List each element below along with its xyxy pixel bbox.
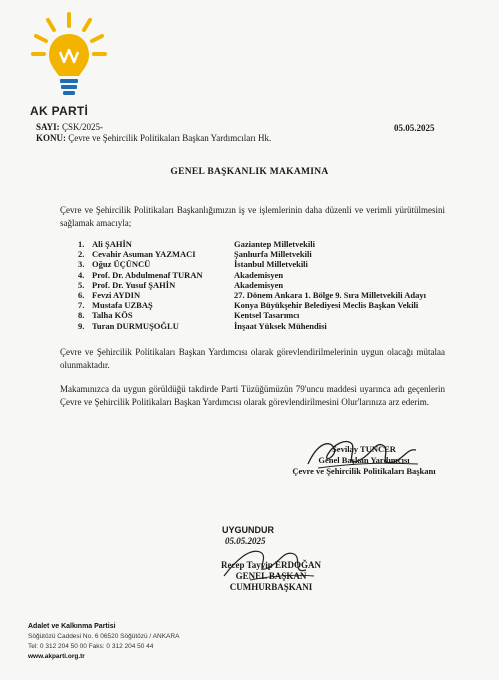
member-name: Talha KÖS — [92, 310, 133, 321]
subject-line — [36, 133, 271, 144]
member-title: Konya Büyükşehir Belediyesi Meclis Başkan Vekili — [234, 300, 419, 311]
footer-address: Söğütözü Caddesi No. 6 06520 Söğütözü / ANKARA — [28, 633, 180, 640]
logo-wordmark: AK PARTİ — [30, 104, 89, 118]
sayi-label: SAYI: — [36, 122, 60, 132]
member-name: Cevahir Asuman YAZMACI — [92, 249, 196, 260]
member-number: 2. — [78, 249, 85, 260]
member-title: Şanlıurfa Milletvekili — [234, 249, 312, 260]
member-title: Kentsel Tasarımcı — [234, 310, 300, 321]
member-title: Gaziantep Milletvekili — [234, 239, 315, 249]
member-row — [78, 239, 458, 249]
member-row — [78, 310, 458, 320]
signatory-name: Sevilay TUNCER — [332, 444, 396, 454]
konu-value: Çevre ve Şehircilik Politikaları Başkan Yardımcıları Hk. — [66, 133, 272, 143]
approver-block — [196, 560, 346, 593]
member-row — [78, 259, 458, 269]
member-name: Prof. Dr. Abdulmenaf TURAN — [92, 269, 203, 280]
footer-contact — [28, 622, 179, 662]
konu-label: KONU: — [36, 133, 66, 143]
member-list — [78, 239, 458, 331]
approver-title: GENEL BAŞKAN — [235, 571, 307, 581]
member-number: 6. — [78, 289, 85, 300]
member-number: 7. — [78, 300, 85, 311]
member-title: İnşaat Yüksek Mühendisi — [234, 320, 327, 331]
approver-office: CUMHURBAŞKANI — [229, 582, 313, 592]
member-number: 9. — [78, 320, 85, 331]
member-row — [78, 270, 458, 280]
sayi-value: ÇSK/2025- — [59, 122, 103, 132]
footer-org-name: Adalet ve Kalkınma Partisi — [28, 623, 116, 630]
reference-number — [36, 122, 103, 133]
ak-parti-lightbulb-logo — [30, 10, 108, 110]
request-paragraph: Makamınızca da uygun görüldüğü takdirde Parti Tüzüğümüzün 79'uncu maddesi uyarınca adı geçenlerin Çevre ve Şehircilik Politikaları Başkan Yardımcısı olarak görevlendirilmesini Olur'larınıza arz ederim. — [60, 384, 445, 407]
document-date: 05.05.2025 — [394, 123, 435, 133]
signatory-department: Çevre ve Şehircilik Politikaları Başkanı — [292, 466, 436, 476]
approval-word: UYGUNDUR — [222, 525, 275, 535]
member-row — [78, 280, 458, 290]
member-number: 5. — [78, 279, 85, 290]
recipient-heading: GENEL BAŞKANLIK MAKAMINA — [170, 167, 329, 177]
intro-paragraph: Çevre ve Şehircilik Politikaları Başkanlığımızın iş ve işlemlerinin daha düzenli ve verimli yürütülmesini sağlamak amacıyla; — [60, 205, 445, 228]
member-name: Fevzi AYDIN — [92, 289, 141, 300]
member-row — [78, 290, 458, 300]
signatory-block — [264, 444, 464, 477]
member-name: Mustafa UZBAŞ — [92, 300, 153, 311]
signatory-position: Genel Başkan Yardımcısı — [318, 455, 410, 465]
member-title: Akademisyen — [234, 269, 284, 280]
footer-website: www.akparti.org.tr — [28, 653, 85, 660]
member-row — [78, 249, 458, 259]
member-name: Prof. Dr. Yusuf ŞAHİN — [92, 279, 176, 290]
footer-phones: Tel: 0 312 204 50 00 Faks: 0 312 204 50 44 — [28, 643, 154, 650]
member-title: İstanbul Milletvekili — [234, 259, 308, 270]
opinion-paragraph: Çevre ve Şehircilik Politikaları Başkan Yardımcısı olarak görevlendirilmelerinin uygun olacağı mütalaa olunmaktadır. — [60, 347, 445, 370]
member-name: Ali ŞAHİN — [92, 239, 132, 249]
member-title: 27. Dönem Ankara 1. Bölge 9. Sıra Milletvekili Adayı — [234, 289, 426, 300]
member-row — [78, 321, 458, 331]
member-number: 8. — [78, 310, 85, 321]
member-title: Akademisyen — [234, 279, 284, 290]
member-row — [78, 300, 458, 310]
member-number: 1. — [78, 239, 85, 249]
member-name: Oğuz ÜÇÜNCÜ — [92, 259, 151, 270]
approval-date: 05.05.2025 — [225, 536, 266, 546]
approver-name: Recep Tayyip ERDOĞAN — [220, 560, 321, 570]
member-name: Turan DURMUŞOĞLU — [92, 320, 179, 331]
member-number: 3. — [78, 259, 85, 270]
member-number: 4. — [78, 269, 85, 280]
